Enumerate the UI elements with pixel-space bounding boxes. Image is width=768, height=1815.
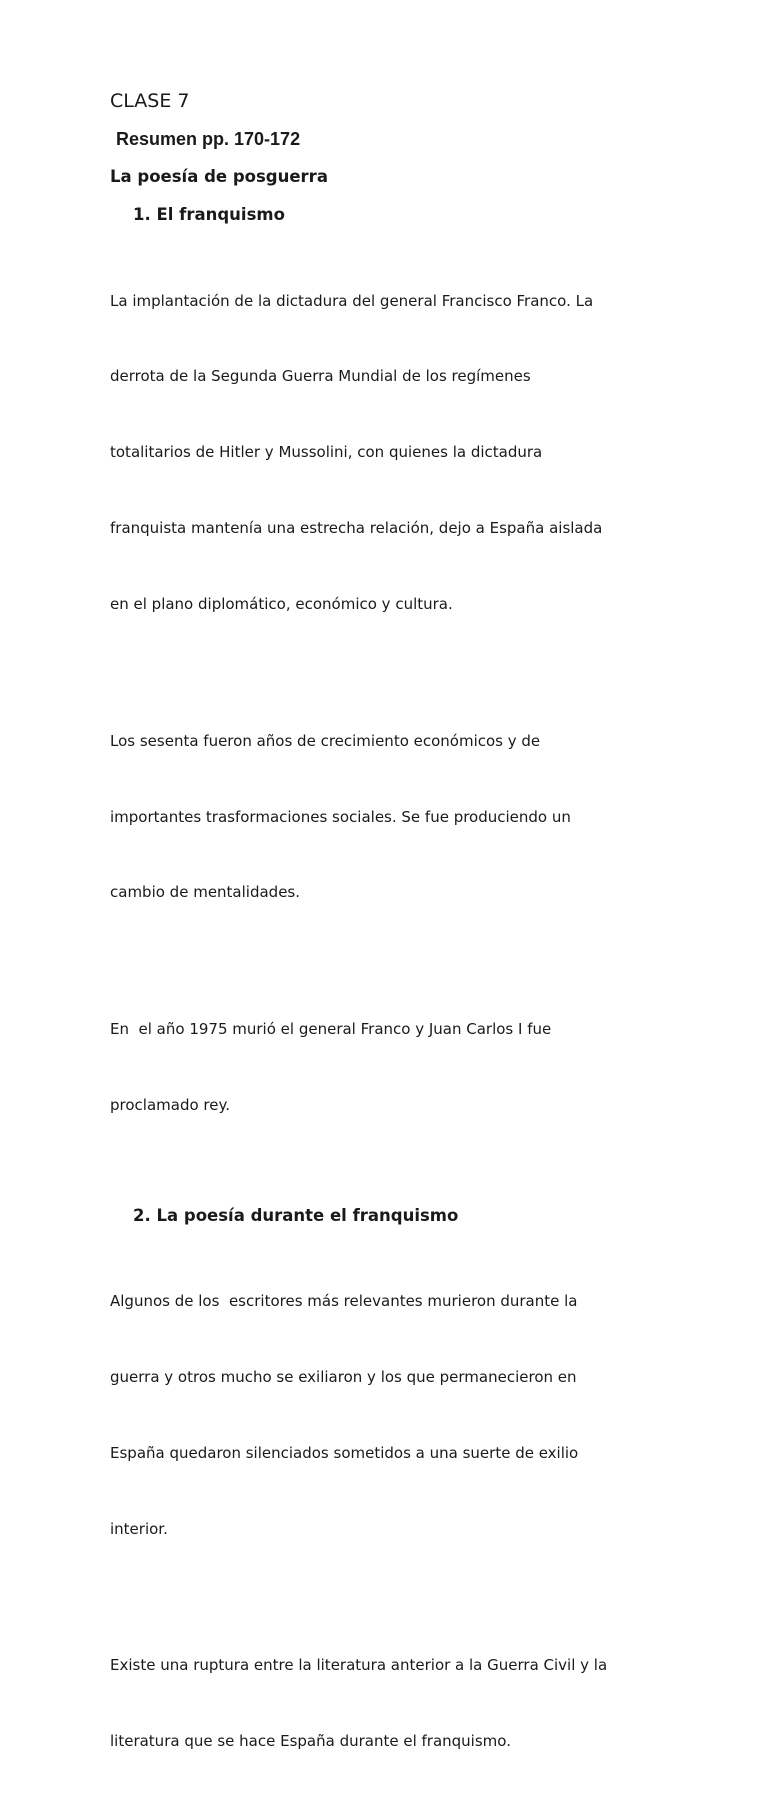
text-line: interior. (110, 1519, 168, 1538)
section-heading-poesia-franquismo: 2. La poesía durante el franquismo (133, 1205, 459, 1225)
paragraph (110, 238, 670, 668)
text-line: Existe una ruptura entre la literatura anterior a la Guerra Civil y la (110, 1656, 608, 1675)
text-line: cambio de mentalidades. (110, 883, 301, 902)
paragraph (110, 678, 670, 956)
paragraph (110, 966, 670, 1168)
document-title: La poesía de posguerra (110, 167, 328, 186)
text-line: En el año 1975 murió el general Franco y Juan Carlos I fue (110, 1019, 552, 1038)
text-line: proclamado rey. (110, 1095, 230, 1114)
text-line: totalitarios de Hitler y Mussolini, con quienes la dictadura (110, 443, 543, 462)
section-heading-franquismo: 1. El franquismo (133, 205, 285, 224)
paragraph (110, 1239, 670, 1593)
text-line: derrota de la Segunda Guerra Mundial de los regímenes (110, 367, 531, 386)
text-line: franquista mantenía una estrecha relación, dejo a España aislada (110, 519, 603, 538)
text-line: España quedaron silenciados sometidos a una suerte de exilio (110, 1444, 579, 1463)
text-line: importantes trasformaciones sociales. Se fue produciendo un (110, 807, 571, 826)
document-page (110, 88, 670, 1815)
text-line: La implantación de la dictadura del general Francisco Franco. La (110, 291, 594, 310)
paragraph (110, 1603, 670, 1805)
text-line: literatura que se hace España durante el franquismo. (110, 1732, 511, 1751)
text-line: en el plano diplomático, económico y cultura. (110, 595, 453, 614)
text-line: guerra y otros mucho se exiliaron y los que permanecieron en (110, 1368, 577, 1387)
summary-subtitle: Resumen pp. 170-172 (116, 129, 301, 149)
text-line: Los sesenta fueron años de crecimiento económicos y de (110, 731, 541, 750)
class-label: CLASE 7 (110, 90, 190, 112)
text-line: Algunos de los escritores más relevantes murieron durante la (110, 1292, 578, 1311)
